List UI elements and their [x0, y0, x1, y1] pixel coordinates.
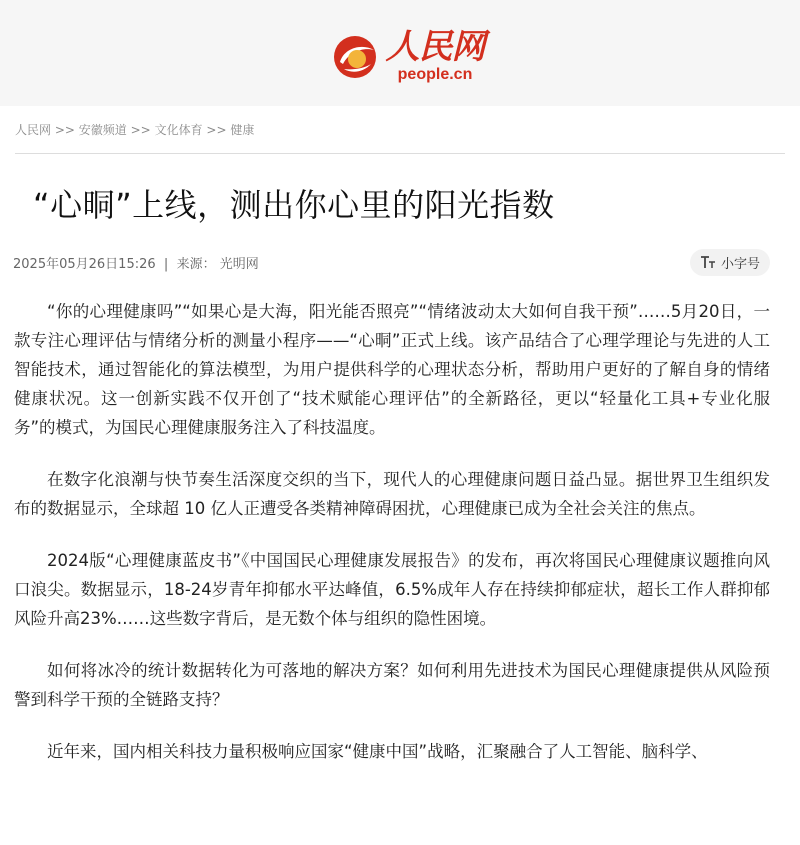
site-logo[interactable] [330, 28, 485, 84]
breadcrumb-link-home[interactable]: 人民网 [15, 123, 52, 137]
breadcrumb-link-current[interactable]: 健康 [230, 123, 255, 137]
article-meta [13, 253, 259, 272]
breadcrumb [15, 106, 785, 154]
source-name: 光明网 [219, 256, 259, 272]
font-size-toggle-button[interactable] [690, 249, 770, 276]
publish-datetime: 2025年05月26日15:26 [13, 256, 156, 272]
article-paragraph: 如何将冰冷的统计数据转化为可落地的解决方案？如何利用先进技术为国民心理健康提供从风险预警到科学干预的全链路支持？ [14, 661, 770, 709]
breadcrumb-link-section[interactable]: 文化体育 [154, 123, 203, 137]
logo-text-en: people.cn [397, 66, 473, 83]
article-paragraph: 2024版“心理健康蓝皮书”《中国国民心理健康发展报告》的发布，再次将国民心理健康议题推向风口浪尖。数据显示，18-24岁青年抑郁水平达峰值，6.5%成年人存在持续抑郁症状，超长工作人群抑郁风险升高23%……这些数字背后，是无数个体与组织的隐性困境。 [14, 551, 770, 628]
people-daily-logo-icon [330, 31, 380, 81]
article-body [14, 297, 770, 766]
article-title: “心晍”上线，测出你心里的阳光指数 [33, 186, 555, 224]
article-paragraph: “你的心理健康吗”“如果心是大海，阳光能否照亮”“情绪波动太大如何自我干预”……5月20日，一款专注心理评估与情绪分析的测量小程序——“心晍”正式上线。该产品结合了心理学理论与先进的人工智能技术，通过智能化的算法模型，为用户提供科学的心理状态分析，帮助用户更好的了解自身的情绪健康状况。这一创新实践不仅开创了“技术赋能心理评估”的全新路径，更以“轻量化工具+专业化服务”的模式，为国民心理健康服务注入了科技温度。 [14, 302, 770, 437]
site-header [0, 0, 800, 106]
breadcrumb-separator: >> [54, 122, 75, 137]
article-paragraph: 近年来，国内相关科技力量积极响应国家“健康中国”战略，汇聚融合了人工智能、脑科学、 [47, 742, 708, 761]
font-size-icon [700, 255, 716, 269]
logo-wordmark [386, 28, 485, 84]
source-label: 来源： [176, 256, 216, 272]
logo-text-cn: 人民网 [385, 27, 485, 67]
font-size-toggle-label: 小字号 [720, 256, 760, 272]
meta-divider: | [163, 256, 169, 272]
article-meta-row [13, 248, 785, 276]
breadcrumb-separator: >> [130, 122, 151, 137]
breadcrumb-link-channel[interactable]: 安徽频道 [78, 123, 127, 137]
article-paragraph: 在数字化浪潮与快节奏生活深度交织的当下，现代人的心理健康问题日益凸显。据世界卫生组织发布的数据显示，全球超 10 亿人正遭受各类精神障碍困扰，心理健康已成为全社会关注的焦点。 [14, 470, 770, 518]
breadcrumb-separator: >> [206, 122, 227, 137]
